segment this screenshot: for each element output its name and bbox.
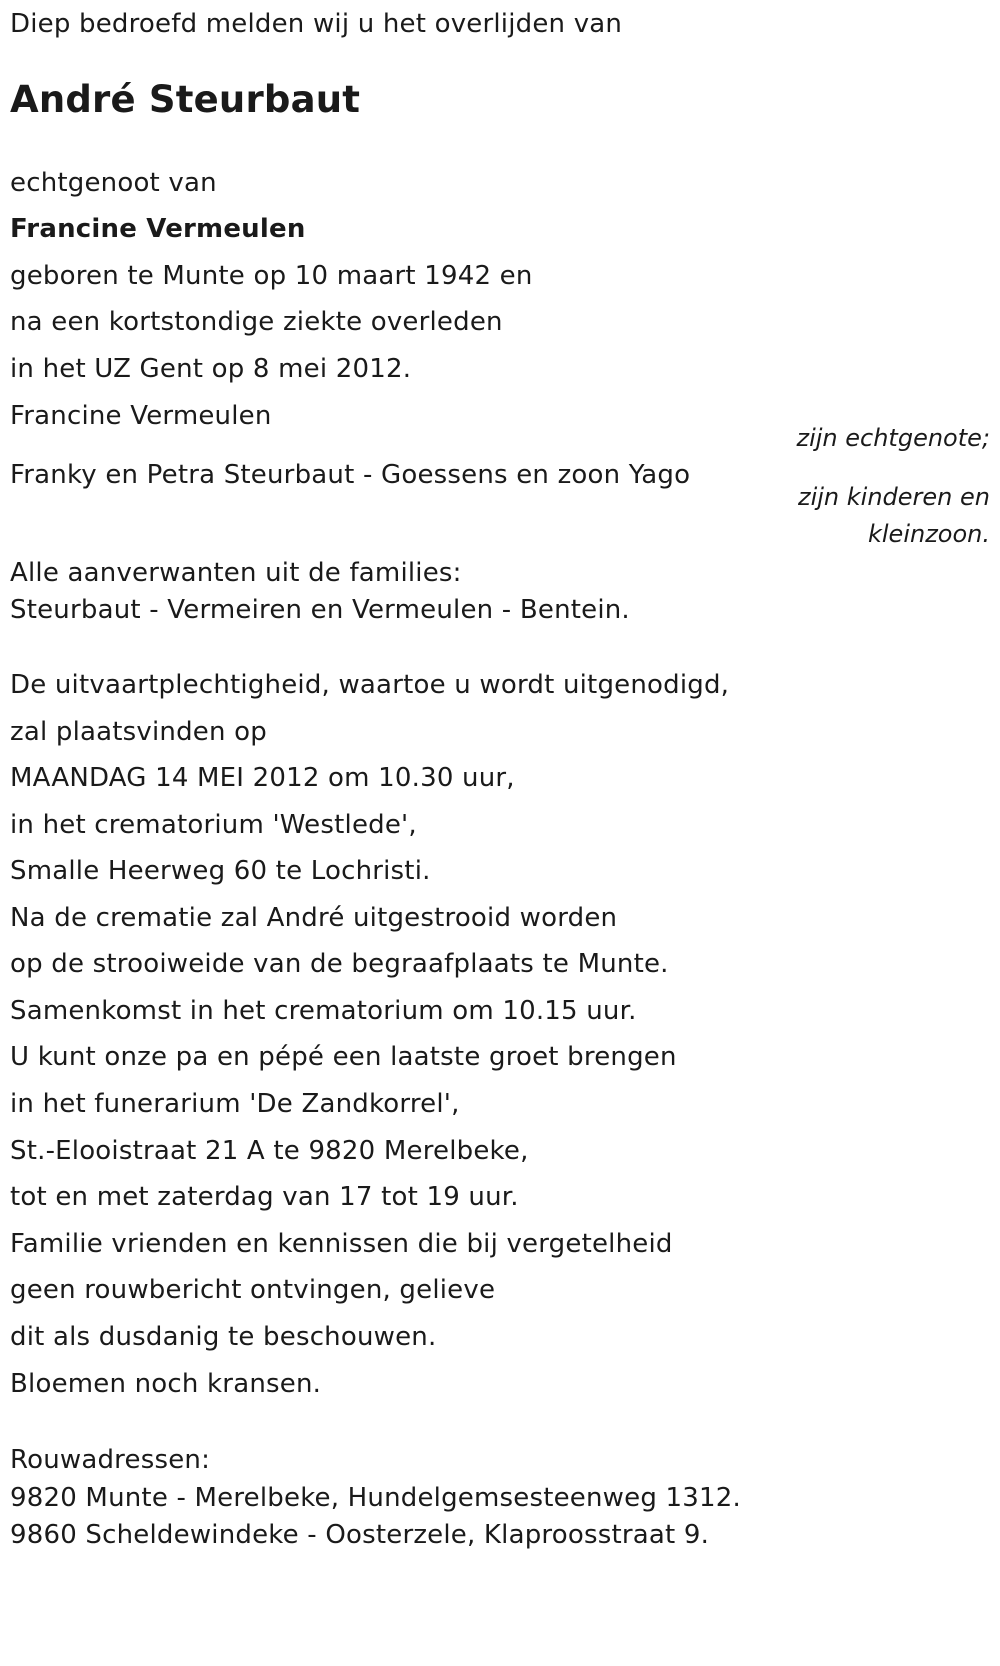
ceremony-line: Bloemen noch kransen. <box>10 1369 322 1399</box>
addresses-label: Rouwadressen: <box>10 1445 211 1475</box>
ceremony-line: De uitvaartplechtigheid, waartoe u wordt uitgenodigd, <box>10 670 730 700</box>
ceremony-line: op de strooiweide van de begraafplaats te Munte. <box>10 949 669 979</box>
relatives-line: Steurbaut - Vermeiren en Vermeulen - Bentein. <box>10 595 630 625</box>
ceremony-line: in het funerarium 'De Zandkorrel', <box>10 1089 460 1119</box>
death-text: in het UZ Gent op 8 mei 2012. <box>10 354 412 384</box>
intro-text: Diep bedroefd melden wij u het overlijden van <box>10 9 623 39</box>
ceremony-line: Samenkomst in het crematorium om 10.15 uur. <box>10 996 637 1026</box>
spouse-name: Francine Vermeulen <box>10 214 306 244</box>
mourner-children-role: zijn kinderen en <box>798 483 990 511</box>
ceremony-line: Smalle Heerweg 60 te Lochristi. <box>10 856 431 886</box>
address-line: 9820 Munte - Merelbeke, Hundelgemsesteenweg 1312. <box>10 1483 741 1513</box>
mourner-spouse-role: zijn echtgenote; <box>796 424 990 452</box>
mourner-spouse: Francine Vermeulen <box>10 401 272 431</box>
ceremony-line: St.-Elooistraat 21 A te 9820 Merelbeke, <box>10 1136 529 1166</box>
spouse-label: echtgenoot van <box>10 168 217 198</box>
mourner-children: Franky en Petra Steurbaut - Goessens en zoon Yago <box>10 460 691 490</box>
relatives-line: Alle aanverwanten uit de families: <box>10 558 462 588</box>
mourner-children-role-2: kleinzoon. <box>867 520 990 548</box>
ceremony-line: MAANDAG 14 MEI 2012 om 10.30 uur, <box>10 763 515 793</box>
birth-text: geboren te Munte op 10 maart 1942 en <box>10 261 533 291</box>
ceremony-line: geen rouwbericht ontvingen, gelieve <box>10 1275 496 1305</box>
address-line: 9860 Scheldewindeke - Oosterzele, Klaproosstraat 9. <box>10 1520 710 1550</box>
ceremony-line: Na de crematie zal André uitgestrooid worden <box>10 903 618 933</box>
ceremony-line: tot en met zaterdag van 17 tot 19 uur. <box>10 1182 519 1212</box>
ceremony-line: zal plaatsvinden op <box>10 717 267 747</box>
ceremony-line: U kunt onze pa en pépé een laatste groet brengen <box>10 1042 677 1072</box>
ceremony-line: Familie vrienden en kennissen die bij vergetelheid <box>10 1229 673 1259</box>
ceremony-line: in het crematorium 'Westlede', <box>10 810 417 840</box>
ceremony-line: dit als dusdanig te beschouwen. <box>10 1322 437 1352</box>
illness-text: na een kortstondige ziekte overleden <box>10 307 503 337</box>
deceased-name: André Steurbaut <box>10 78 361 121</box>
